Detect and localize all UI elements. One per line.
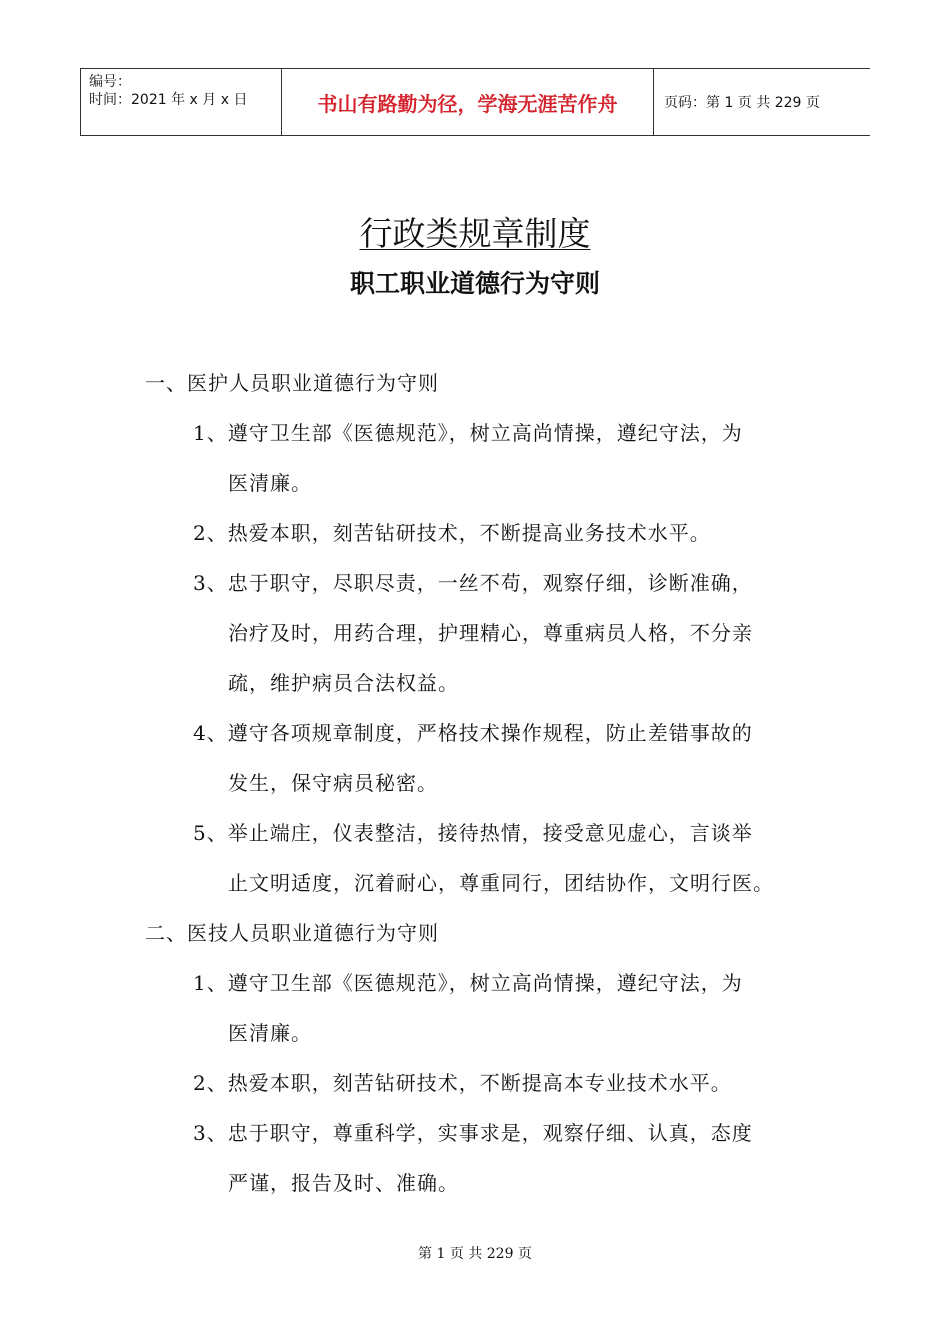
list-item: 1、遵守卫生部《医德规范》，树立高尚情操，遵纪守法，为 [193,971,743,995]
header-meta [80,69,282,135]
document-subtitle: 职工职业道德行为守则 [349,269,600,298]
list-item: 3、忠于职守，尽职尽责，一丝不苟，观察仔细，诊断准确， [193,571,753,595]
list-item-continuation: 止文明适度，沉着耐心，尊重同行，团结协作，文明行医。 [228,871,774,895]
document-number-label: 编号： [89,74,131,90]
list-item: 2、热爱本职，刻苦钻研技术，不断提高本专业技术水平。 [193,1071,732,1095]
list-item-continuation: 严谨，报告及时、准确。 [228,1171,459,1195]
section-heading: 二、医技人员职业道德行为守则 [145,921,439,945]
list-item-continuation: 发生，保守病员秘密。 [228,771,438,795]
list-item: 3、忠于职守，尊重科学，实事求是，观察仔细、认真，态度 [193,1121,753,1145]
document-title: 行政类规章制度 [359,214,591,253]
list-item: 5、举止端庄，仪表整洁，接待热情，接受意见虚心，言谈举 [193,821,753,845]
section-heading: 一、医护人员职业道德行为守则 [145,371,439,395]
list-item: 1、遵守卫生部《医德规范》，树立高尚情操，遵纪守法，为 [193,421,743,445]
page-footer: 第 1 页 共 229 页 [418,1246,532,1262]
list-item-continuation: 医清廉。 [228,1021,312,1045]
list-item: 2、热爱本职，刻苦钻研技术，不断提高业务技术水平。 [193,521,711,545]
list-item-continuation: 疏，维护病员合法权益。 [228,671,459,695]
document-date: 时间：2021 年 x 月 x 日 [89,92,248,108]
header-motto: 书山有路勤为径，学海无涯苦作舟 [282,69,654,135]
header-page-info: 页码：第 1 页 共 229 页 [664,95,820,111]
list-item-continuation: 医清廉。 [228,471,312,495]
list-item-continuation: 治疗及时，用药合理，护理精心，尊重病员人格，不分亲 [228,621,753,645]
list-item: 4、遵守各项规章制度，严格技术操作规程，防止差错事故的 [193,721,753,745]
document-header [80,68,870,136]
